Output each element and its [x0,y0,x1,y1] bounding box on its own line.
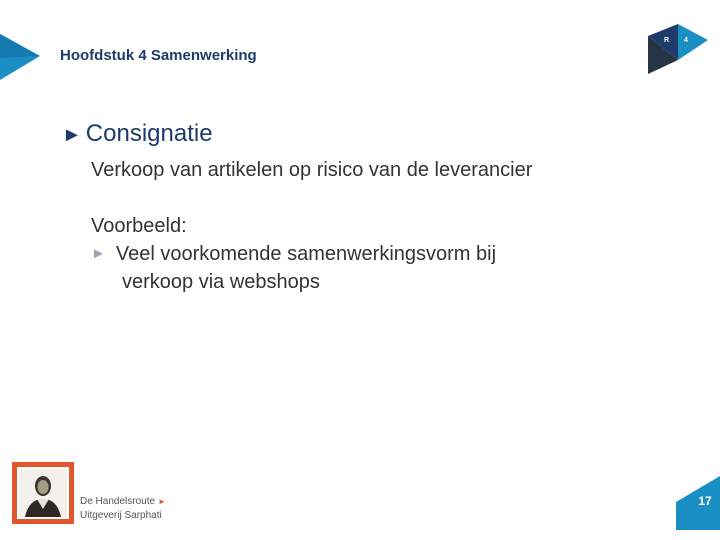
triangle-right-icon: ► [62,124,82,146]
example-line2: verkoop via webshops [122,271,320,293]
chapter-title: Hoofdstuk 4 Samenwerking [60,47,257,64]
example-label: Voorbeeld: [91,215,187,237]
description-text: Verkoop van artikelen op risico van de leverancier [91,159,533,181]
corner-badge-icon [648,24,708,76]
triangle-right-icon: ► [158,497,166,506]
slide-heading [62,120,213,148]
corner-triangle-left-icon [0,34,40,82]
badge-letter-left: R [664,37,670,44]
portrait-icon [17,467,69,519]
heading-text: Consignatie [85,120,213,147]
publisher-line2: Uitgeverij Sarphati [80,510,162,521]
triangle-right-icon: ► [91,245,106,262]
publisher-logo [12,462,74,524]
page-number: 17 [698,494,712,508]
publisher-name [80,496,166,507]
example-line1: Veel voorkomende samenwerkingsvorm bij [115,243,497,265]
badge-letter-right: 4 [684,37,688,44]
publisher-line1: De Handelsroute [80,496,156,507]
example-bullet [91,240,496,296]
